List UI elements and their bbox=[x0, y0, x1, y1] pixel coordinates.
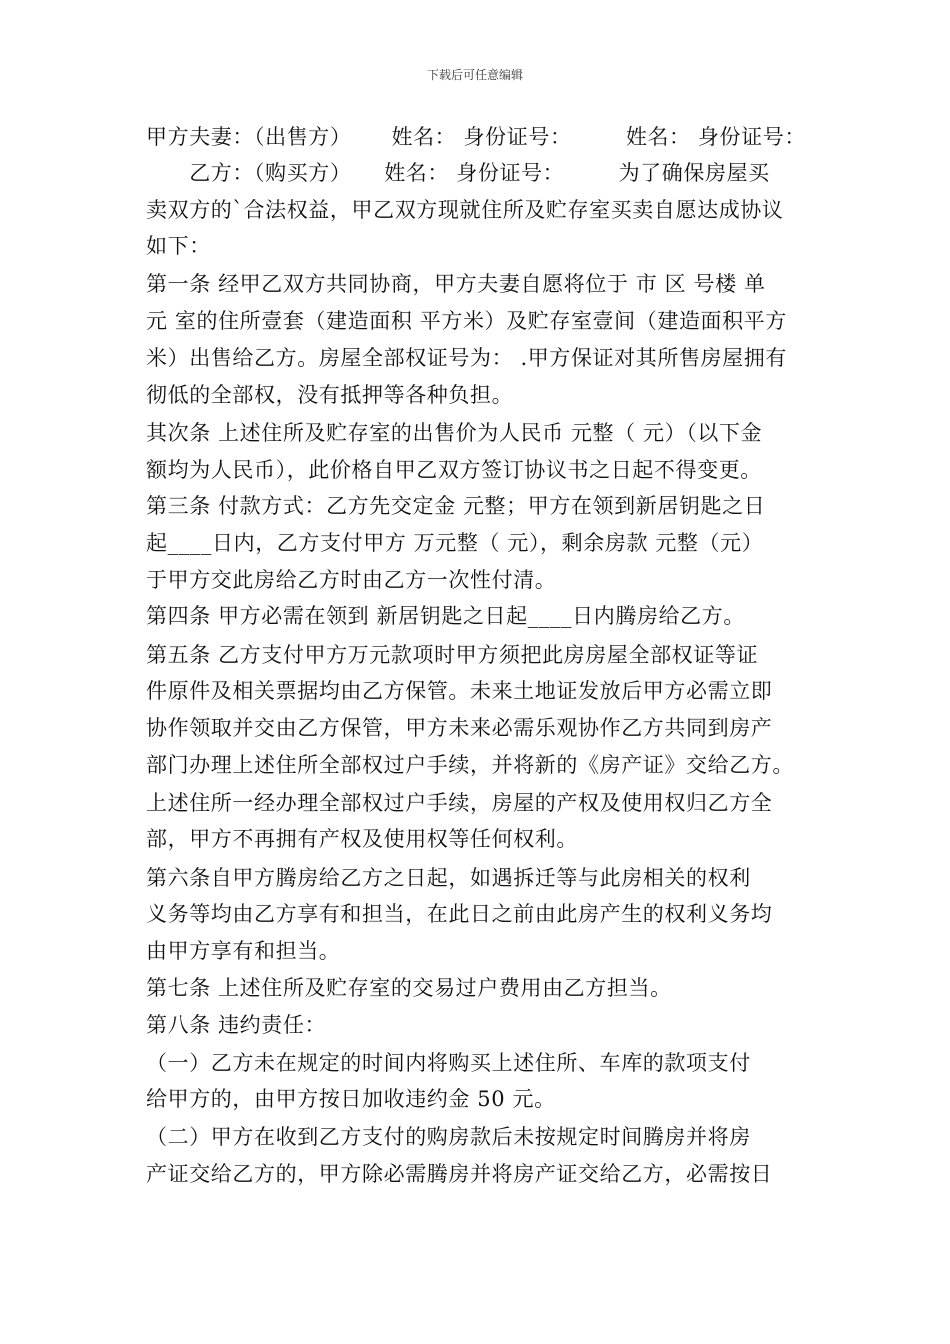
text-line: 卖双方的`合法权益，甲乙双方现就住所及贮存室买卖自愿达成协议 bbox=[146, 198, 784, 222]
text-line: 产证交给乙方的，甲方除必需腾房并将房产证交给乙方，必需按日 bbox=[146, 1162, 773, 1186]
text-line: （一）乙方未在规定的时间内将购买上述住所、车库的款项支付 bbox=[146, 1051, 751, 1075]
text-line: 元 室的住所壹套（建造面积 平方米）及贮存室壹间（建造面积平方 bbox=[146, 309, 787, 333]
text-line: 第四条 甲方必需在领到 新居钥匙之日起____日内腾房给乙方。 bbox=[146, 604, 745, 628]
text-line: 起____日内，乙方支付甲方 万元整（ 元），剩余房款 元整（元） bbox=[146, 531, 764, 555]
text-line: 部，甲方不再拥有产权及使用权等任何权利。 bbox=[146, 827, 578, 851]
header-note: 下载后可任意编辑 bbox=[426, 68, 523, 82]
text-line: 甲方夫妻：（出售方） 姓名： 身份证号： 姓名： 身份证号： bbox=[146, 125, 806, 149]
text-line: 乙方：（购买方） 姓名： 身份证号： 为了确保房屋买 bbox=[146, 161, 770, 185]
text-line: 于甲方交此房给乙方时由乙方一次性付清。 bbox=[146, 568, 557, 592]
text-line: 给甲方的，由甲方按日加收违约金 50 元。 bbox=[146, 1087, 556, 1111]
text-line: 其次条 上述住所及贮存室的出售价为人民币 元整（ 元）（以下金 bbox=[146, 421, 763, 445]
text-line: 上述住所一经办理全部权过户手续，房屋的产权及使用权归乙方全 bbox=[146, 791, 773, 815]
text-line: 第六条自甲方腾房给乙方之日起，如遇拆迁等与此房相关的权利 bbox=[146, 866, 751, 890]
text-line: 米）出售给乙方。房屋全部权证号为： .甲方保证对其所售房屋拥有 bbox=[146, 346, 787, 370]
text-line: 额均为人民币），此价格自甲乙双方签订协议书之日起不得变更。 bbox=[146, 458, 762, 482]
text-line: 第七条 上述住所及贮存室的交易过户费用由乙方担当。 bbox=[146, 976, 672, 1000]
text-line: 协作领取并交由乙方保管，甲方未来必需乐观协作乙方共同到房产 bbox=[146, 716, 773, 740]
text-line: 义务等均由乙方享有和担当，在此日之前由此房产生的权利义务均 bbox=[146, 902, 773, 926]
text-line: （二）甲方在收到乙方支付的购房款后未按规定时间腾房并将房 bbox=[146, 1125, 751, 1149]
text-line: 部门办理上述住所全部权过户手续，并将新的《房产证》交给乙方。 bbox=[146, 753, 794, 777]
text-line: 由甲方享有和担当。 bbox=[146, 939, 341, 963]
text-line: 第八条 违约责任： bbox=[146, 1013, 327, 1037]
text-line: 第一条 经甲乙双方共同协商，甲方夫妻自愿将位于 市 区 号楼 单 bbox=[146, 272, 766, 296]
text-line: 第五条 乙方支付甲方万元款项时甲方须把此房房屋全部权证等证 bbox=[146, 643, 759, 667]
text-line: 件原件及相关票据均由乙方保管。未来土地证发放后甲方必需立即 bbox=[146, 679, 773, 703]
text-line: 如下： bbox=[146, 234, 211, 258]
text-line: 第三条 付款方式：乙方先交定金 元整；甲方在领到新居钥匙之日 bbox=[146, 494, 766, 518]
text-line: 彻低的全部权，没有抵押等各种负担。 bbox=[146, 383, 514, 407]
